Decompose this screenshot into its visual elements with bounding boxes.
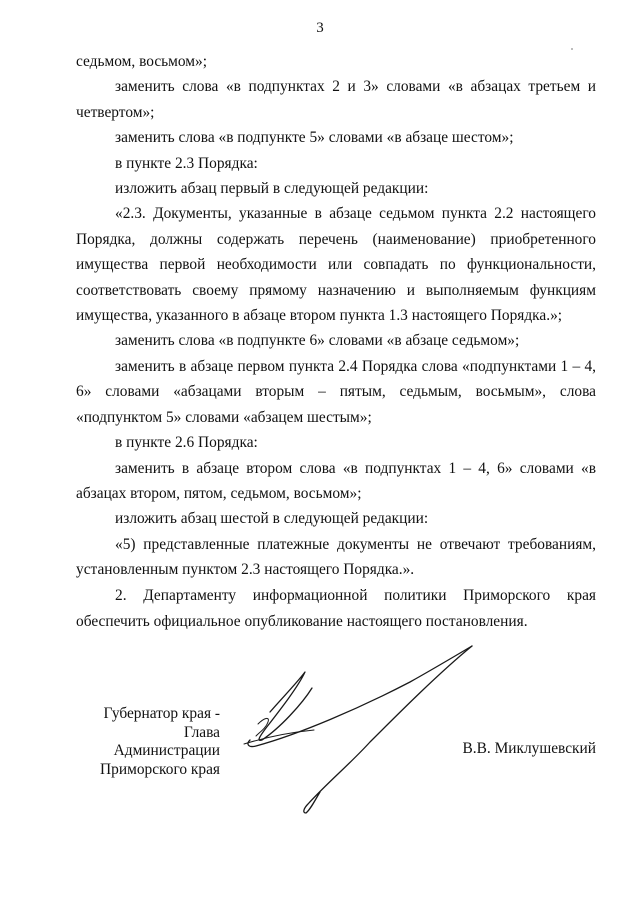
paragraph: заменить слова «в подпункте 6» словами «в абзаце седьмом»; xyxy=(115,332,520,350)
paragraph: «5) представленные платежные документы не отвечают требованиям, установленным пунктом 2.3 настоящего Порядка.». xyxy=(76,535,596,579)
paragraph: заменить слова «в подпункте 5» словами «в абзаце шестом»; xyxy=(115,129,514,147)
signatory-name: В.В. Миклушевский xyxy=(462,740,596,757)
paragraph: седьмом, восьмом»; xyxy=(76,53,208,70)
paragraph: заменить в абзаце первом пункта 2.4 Порядка слова «подпунктами 1 – 4, 6» словами «абзацами вторым – пятым, седьмым, восьмым», слова «подпунктом 5» словами «абзацем шестым»; xyxy=(76,357,596,426)
paragraph: изложить абзац шестой в следующей редакции: xyxy=(115,510,429,528)
position-line: Глава Администрации xyxy=(113,723,220,759)
paragraph: «2.3. Документы, указанные в абзаце седьмом пункта 2.2 настоящего Порядка, должны содержать перечень (наименование) приобретенного имущества первой необходимости или совпадать по функциональности, соответствовать своему прямому назначению и выполняемым функциям имущества, указанного в абзаце втором пункта 1.3 настоящего Порядка.»; xyxy=(76,205,596,325)
paragraph-department-order: 2. Департаменту информационной политики Приморского края обеспечить официальное опубликование настоящего постановления. xyxy=(76,586,596,630)
handwritten-signature xyxy=(210,632,480,817)
signatory-position xyxy=(80,705,220,779)
paragraph: заменить слова «в подпунктах 2 и 3» словами «в абзацах третьем и четвертом»; xyxy=(76,78,596,121)
document-body xyxy=(76,49,596,635)
paragraph: в пункте 2.3 Порядка: xyxy=(115,154,258,172)
page-number: 3 xyxy=(316,20,324,36)
paragraph: заменить в абзаце втором слова «в подпунктах 1 – 4, 6» словами «в абзацах втором, пятом, седьмом, восьмом»; xyxy=(76,459,596,502)
position-line: Приморского края xyxy=(100,760,220,778)
paragraph: изложить абзац первый в следующей редакции: xyxy=(115,180,429,198)
paragraph: в пункте 2.6 Порядка: xyxy=(115,434,258,452)
position-line: Губернатор края - xyxy=(103,705,220,722)
